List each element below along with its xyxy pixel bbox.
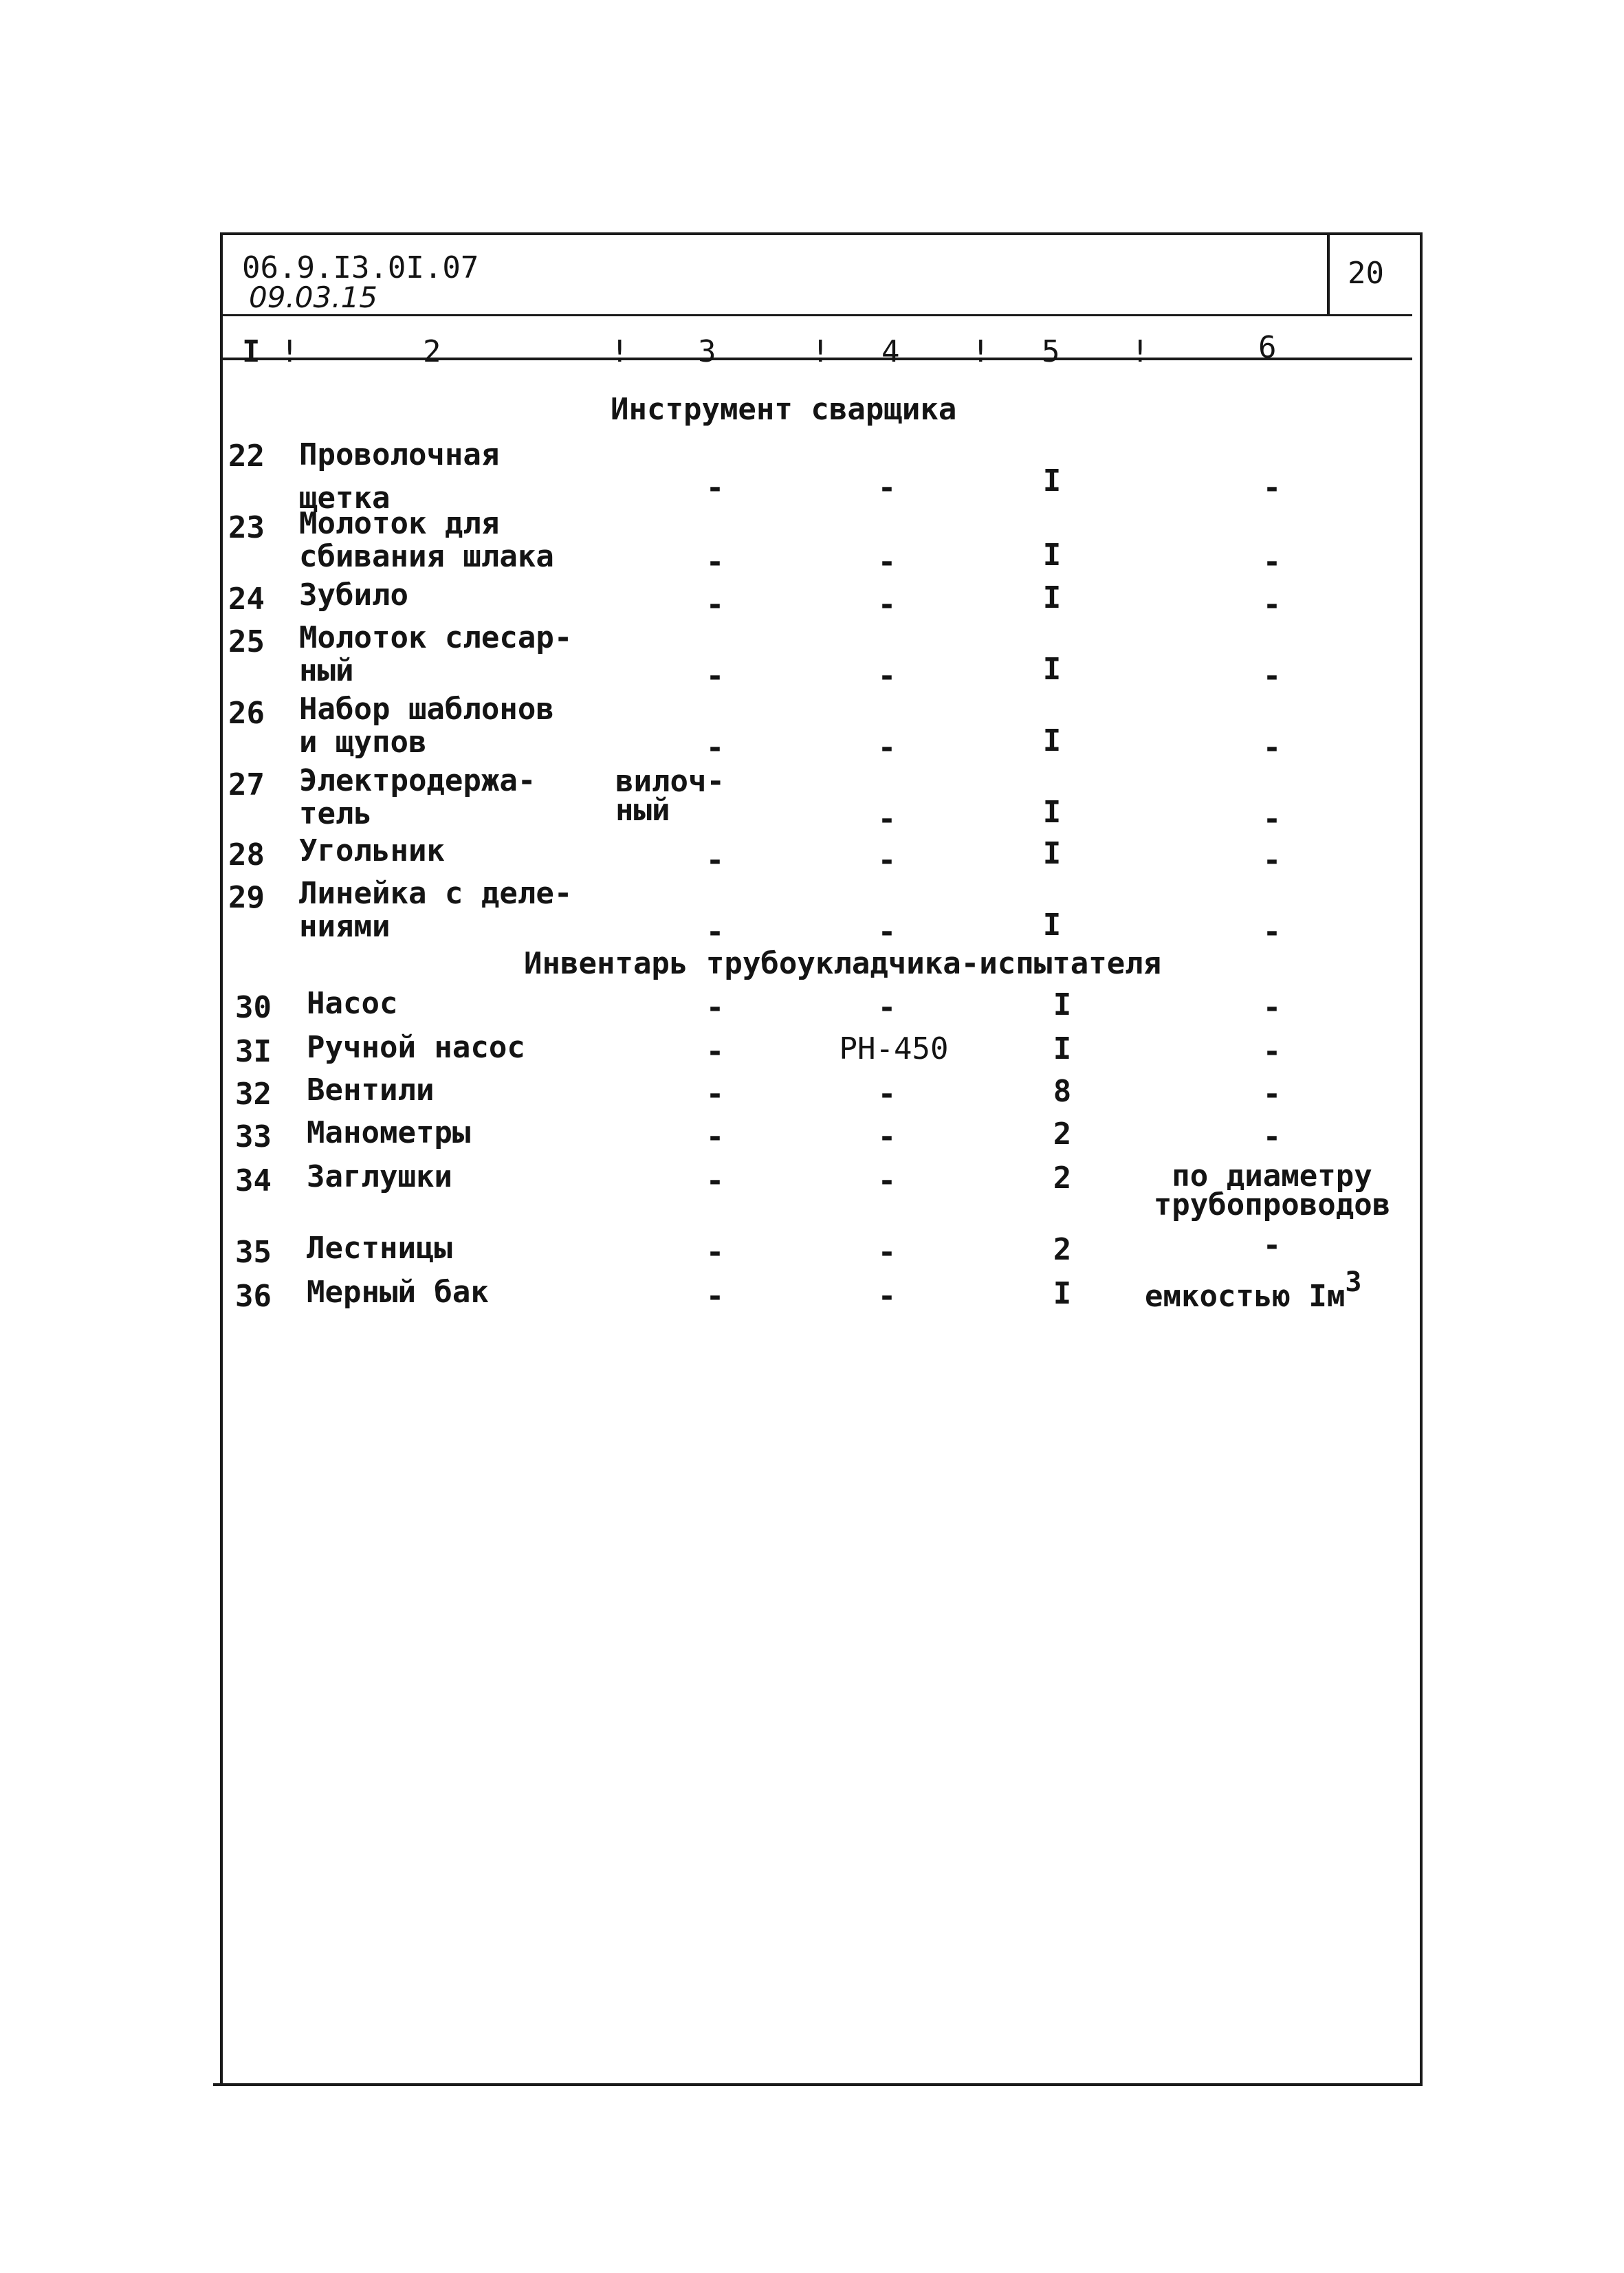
frame-top [220, 232, 1423, 235]
cell-col5: I [1053, 1031, 1072, 1066]
page-box-left [1327, 232, 1330, 316]
cell-col3: - [705, 1235, 725, 1270]
column-header-4: 4 [881, 334, 900, 369]
cell-col3: - [705, 1077, 725, 1112]
cell-col6: - [1262, 802, 1282, 837]
cell-col6: - [1262, 1034, 1282, 1069]
page-number: 20 [1348, 256, 1384, 291]
cell-col3: - [705, 545, 725, 580]
frame-right [1420, 232, 1423, 2086]
cell-col5: I [1042, 908, 1062, 943]
cell-col3: - [705, 1163, 725, 1198]
column-header-5: 5 [1042, 334, 1060, 369]
frame-left [220, 232, 223, 2086]
cell-col4: - [877, 1235, 897, 1270]
row-number: 35 [235, 1235, 272, 1270]
cell-col5: I [1042, 652, 1062, 687]
header-divider [223, 314, 1412, 316]
cell-col5: I [1053, 987, 1072, 1022]
column-header-3: 3 [698, 334, 716, 369]
row-number: 33 [235, 1119, 272, 1154]
item-name: Вентили [307, 1073, 435, 1108]
cell-col6: - [1262, 730, 1282, 765]
section-title: Инвентарь трубоукладчика-испытателя [524, 946, 1162, 981]
item-name: Лестницы [307, 1231, 452, 1266]
row-number: 26 [228, 696, 265, 731]
item-name: Молоток слесар- ный [299, 620, 573, 688]
cell-col3: - [705, 914, 725, 949]
column-separator: ! [611, 334, 629, 369]
cell-col6: - [1262, 545, 1282, 580]
item-name: Молоток для сбивания шлака [299, 506, 554, 574]
cell-col5: I [1042, 463, 1062, 498]
cell-col6: - [1262, 1119, 1282, 1154]
cell-col5: 8 [1053, 1074, 1072, 1109]
cell-col3: - [705, 1279, 725, 1314]
item-name: Манометры [307, 1115, 471, 1150]
section-title: Инструмент сварщика [611, 392, 957, 427]
cell-col5: 2 [1053, 1161, 1072, 1196]
cell-col4: - [877, 659, 897, 694]
handwritten-date-note: 09.03.15 [249, 281, 378, 314]
cell-col3: - [705, 470, 725, 505]
column-separator: ! [972, 334, 990, 369]
cell-col4: - [877, 1119, 897, 1154]
frame-bottom [213, 2083, 1423, 2086]
cell-col6 [1145, 1266, 1362, 1314]
row-number: 36 [235, 1279, 272, 1314]
row-number: 3I [235, 1034, 272, 1069]
item-name: Угольник [299, 833, 445, 868]
cell-col3: - [705, 587, 725, 622]
cell-col5: 2 [1053, 1117, 1072, 1152]
cell-col4: - [877, 1077, 897, 1112]
cell-col6: - [1262, 843, 1282, 878]
row-number: 23 [228, 510, 265, 545]
capacity-text: емкостью Iм [1145, 1279, 1346, 1314]
cell-col3: - [705, 1119, 725, 1154]
cell-col6: по диаметру трубопроводов [1153, 1159, 1391, 1222]
cell-col5: I [1042, 723, 1062, 758]
cell-col4: - [877, 470, 897, 505]
cell-col5: I [1042, 538, 1062, 573]
item-name: Мерный бак [307, 1275, 489, 1310]
cell-col4: - [877, 730, 897, 765]
cell-col5: I [1053, 1276, 1072, 1311]
row-number: 30 [235, 990, 272, 1025]
cell-col6: - [1262, 587, 1282, 622]
row-number: 32 [235, 1077, 272, 1112]
column-header-1: I [242, 334, 261, 369]
row-number: 22 [228, 439, 265, 474]
cell-col3: - [705, 843, 725, 878]
column-header-6: 6 [1258, 330, 1277, 365]
cell-col6: - [1262, 990, 1282, 1025]
cell-col4: - [877, 1163, 897, 1198]
cell-col3: - [705, 659, 725, 694]
cell-col4: - [877, 1279, 897, 1314]
cell-col4: - [877, 914, 897, 949]
row-number: 24 [228, 582, 265, 617]
column-separator: ! [811, 334, 830, 369]
cell-col4: - [877, 990, 897, 1025]
item-name: Ручной насос [307, 1030, 525, 1065]
superscript-cubed: 3 [1345, 1266, 1362, 1298]
row-number: 34 [235, 1163, 272, 1198]
cell-col4: РН-450 [839, 1031, 949, 1066]
cell-col6: - [1262, 470, 1282, 505]
item-name: Заглушки [307, 1159, 452, 1194]
doc-number: 06.9.I3.0I.07 [242, 250, 479, 285]
row-number: 28 [228, 837, 265, 872]
cell-col4: - [877, 545, 897, 580]
item-name: Насос [307, 986, 398, 1021]
cell-col3: вилоч- ный [615, 764, 725, 828]
row-number: 27 [228, 767, 265, 802]
cell-col5: I [1042, 836, 1062, 871]
cell-col3: - [705, 990, 725, 1025]
cell-col5: I [1042, 795, 1062, 830]
cell-col6: - [1262, 1228, 1282, 1263]
column-separator: ! [281, 334, 299, 369]
row-number: 29 [228, 880, 265, 915]
column-separator: ! [1131, 334, 1150, 369]
cell-col4: - [877, 802, 897, 837]
cell-col4: - [877, 843, 897, 878]
cell-col5: 2 [1053, 1232, 1072, 1267]
item-name: Электродержа- тель [299, 763, 536, 831]
item-name: Проволочная щетка [299, 437, 500, 516]
item-name: Линейка с деле- ниями [299, 876, 573, 944]
item-name: Набор шаблонов и щупов [299, 692, 554, 760]
cell-col3: - [705, 730, 725, 765]
row-number: 25 [228, 624, 265, 659]
item-name: Зубило [299, 578, 408, 613]
cell-col6: - [1262, 659, 1282, 694]
column-header-2: 2 [423, 334, 441, 369]
cell-col6: - [1262, 914, 1282, 949]
cell-col5: I [1042, 580, 1062, 615]
cell-col3: - [705, 1034, 725, 1069]
cell-col4: - [877, 587, 897, 622]
cell-col6: - [1262, 1077, 1282, 1112]
